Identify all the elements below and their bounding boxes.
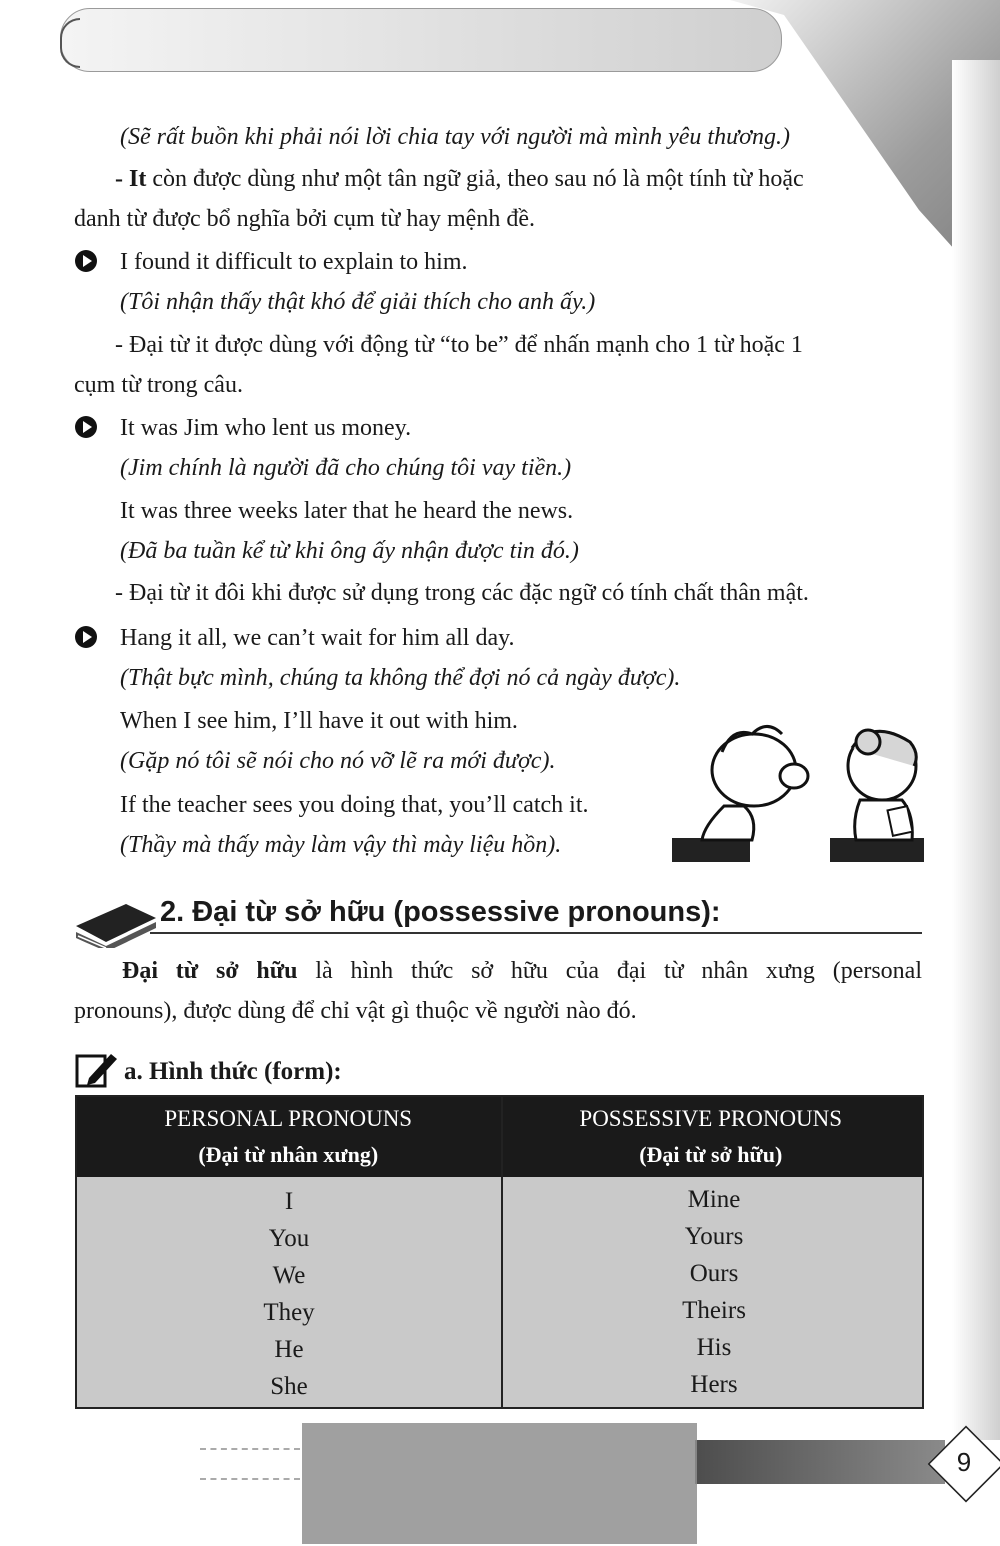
table-cell-personal: She <box>270 1373 308 1400</box>
table-cell-personal: You <box>268 1225 310 1252</box>
intro-bold-term: Đại từ sở hữu <box>122 958 298 984</box>
footer-bar <box>695 1440 945 1484</box>
header-title: POSSESSIVE PRONOUNS <box>579 1106 843 1131</box>
table-header-row <box>77 1097 922 1177</box>
table-cell-personal: We <box>272 1262 306 1289</box>
header-subtitle: (Đại từ nhân xưng) <box>198 1142 379 1167</box>
table-cell-personal: I <box>284 1188 294 1215</box>
section-title: 2. Đại từ sở hữu (possessive pronouns): <box>160 896 721 928</box>
table-cell-possessive: Yours <box>684 1223 744 1250</box>
pronoun-table <box>75 1095 924 1409</box>
table-cell-possessive: Ours <box>689 1260 739 1287</box>
translation-line: (Tôi nhận thấy thật khó để giải thích cho anh ấy.) <box>120 289 596 315</box>
header-banner <box>60 8 782 72</box>
table-cell-personal: They <box>263 1299 315 1326</box>
translation-line: (Thật bực mình, chúng ta không thể đợi nó cả ngày được). <box>120 665 681 691</box>
example-line: It was three weeks later that he heard the news. <box>120 498 574 524</box>
table-column-divider <box>501 1097 503 1407</box>
watermark-block <box>302 1423 697 1544</box>
body-line-bold: - It <box>115 166 147 192</box>
play-bullet-icon <box>75 250 97 272</box>
body-line: cụm từ trong câu. <box>74 372 243 398</box>
header-title: PERSONAL PRONOUNS <box>164 1106 413 1131</box>
example-line: I found it difficult to explain to him. <box>120 249 468 275</box>
side-shading <box>952 60 1000 1440</box>
example-line: If the teacher sees you doing that, you’ll catch it. <box>120 792 589 818</box>
translation-line: (Đã ba tuần kể từ khi ông ấy nhận được tin đó.) <box>120 538 579 564</box>
body-line: - Đại từ it đôi khi được sử dụng trong các đặc ngữ có tính chất thân mật. <box>115 580 809 606</box>
play-bullet-icon <box>75 626 97 648</box>
body-line: - Đại từ it được dùng với động từ “to be” để nhấn mạnh cho 1 từ hoặc 1 <box>115 332 803 358</box>
intro-rest: là hình thức sở hữu của đại từ nhân xưng (personal <box>297 958 922 984</box>
table-cell-possessive: Theirs <box>682 1297 746 1324</box>
intro-line <box>122 956 922 986</box>
table-cell-possessive: Mine <box>687 1186 741 1213</box>
table-header-personal <box>77 1097 500 1177</box>
table-cell-possessive: His <box>696 1334 732 1361</box>
body-line: (Sẽ rất buồn khi phải nói lời chia tay với người mà mình yêu thương.) <box>120 124 790 150</box>
header-subtitle: (Đại từ sở hữu) <box>639 1142 783 1167</box>
pencil-note-icon <box>75 1050 119 1088</box>
translation-line: (Thầy mà thấy mày làm vậy thì mày liệu hồn). <box>120 832 562 858</box>
footer-decoration <box>200 1448 300 1480</box>
table-cell-possessive: Hers <box>690 1371 738 1398</box>
play-bullet-icon <box>75 416 97 438</box>
intro-line: pronouns), được dùng để chỉ vật gì thuộc về người nào đó. <box>74 998 637 1024</box>
example-line: Hang it all, we can’t wait for him all day. <box>120 625 515 651</box>
table-cell-personal: He <box>274 1336 304 1363</box>
body-line: - It còn được dùng như một tân ngữ giả, theo sau nó là một tính từ hoặc <box>115 166 804 192</box>
table-header-possessive <box>500 1097 923 1177</box>
example-line: It was Jim who lent us money. <box>120 415 412 441</box>
page-number: 9 <box>956 1447 972 1477</box>
translation-line: (Gặp nó tôi sẽ nói cho nó vỡ lẽ ra mới được). <box>120 748 556 774</box>
subsection-title: a. Hình thức (form): <box>124 1058 342 1085</box>
header-banner-cap <box>60 18 80 68</box>
section-divider <box>150 932 922 934</box>
body-line: danh từ được bổ nghĩa bởi cụm từ hay mệnh đề. <box>74 206 535 232</box>
table-body <box>77 1177 922 1407</box>
book-stack-icon <box>72 896 158 948</box>
translation-line: (Jim chính là người đã cho chúng tôi vay tiền.) <box>120 455 572 481</box>
example-line: When I see him, I’ll have it out with him. <box>120 708 518 734</box>
cartoon-illustration <box>672 722 924 864</box>
